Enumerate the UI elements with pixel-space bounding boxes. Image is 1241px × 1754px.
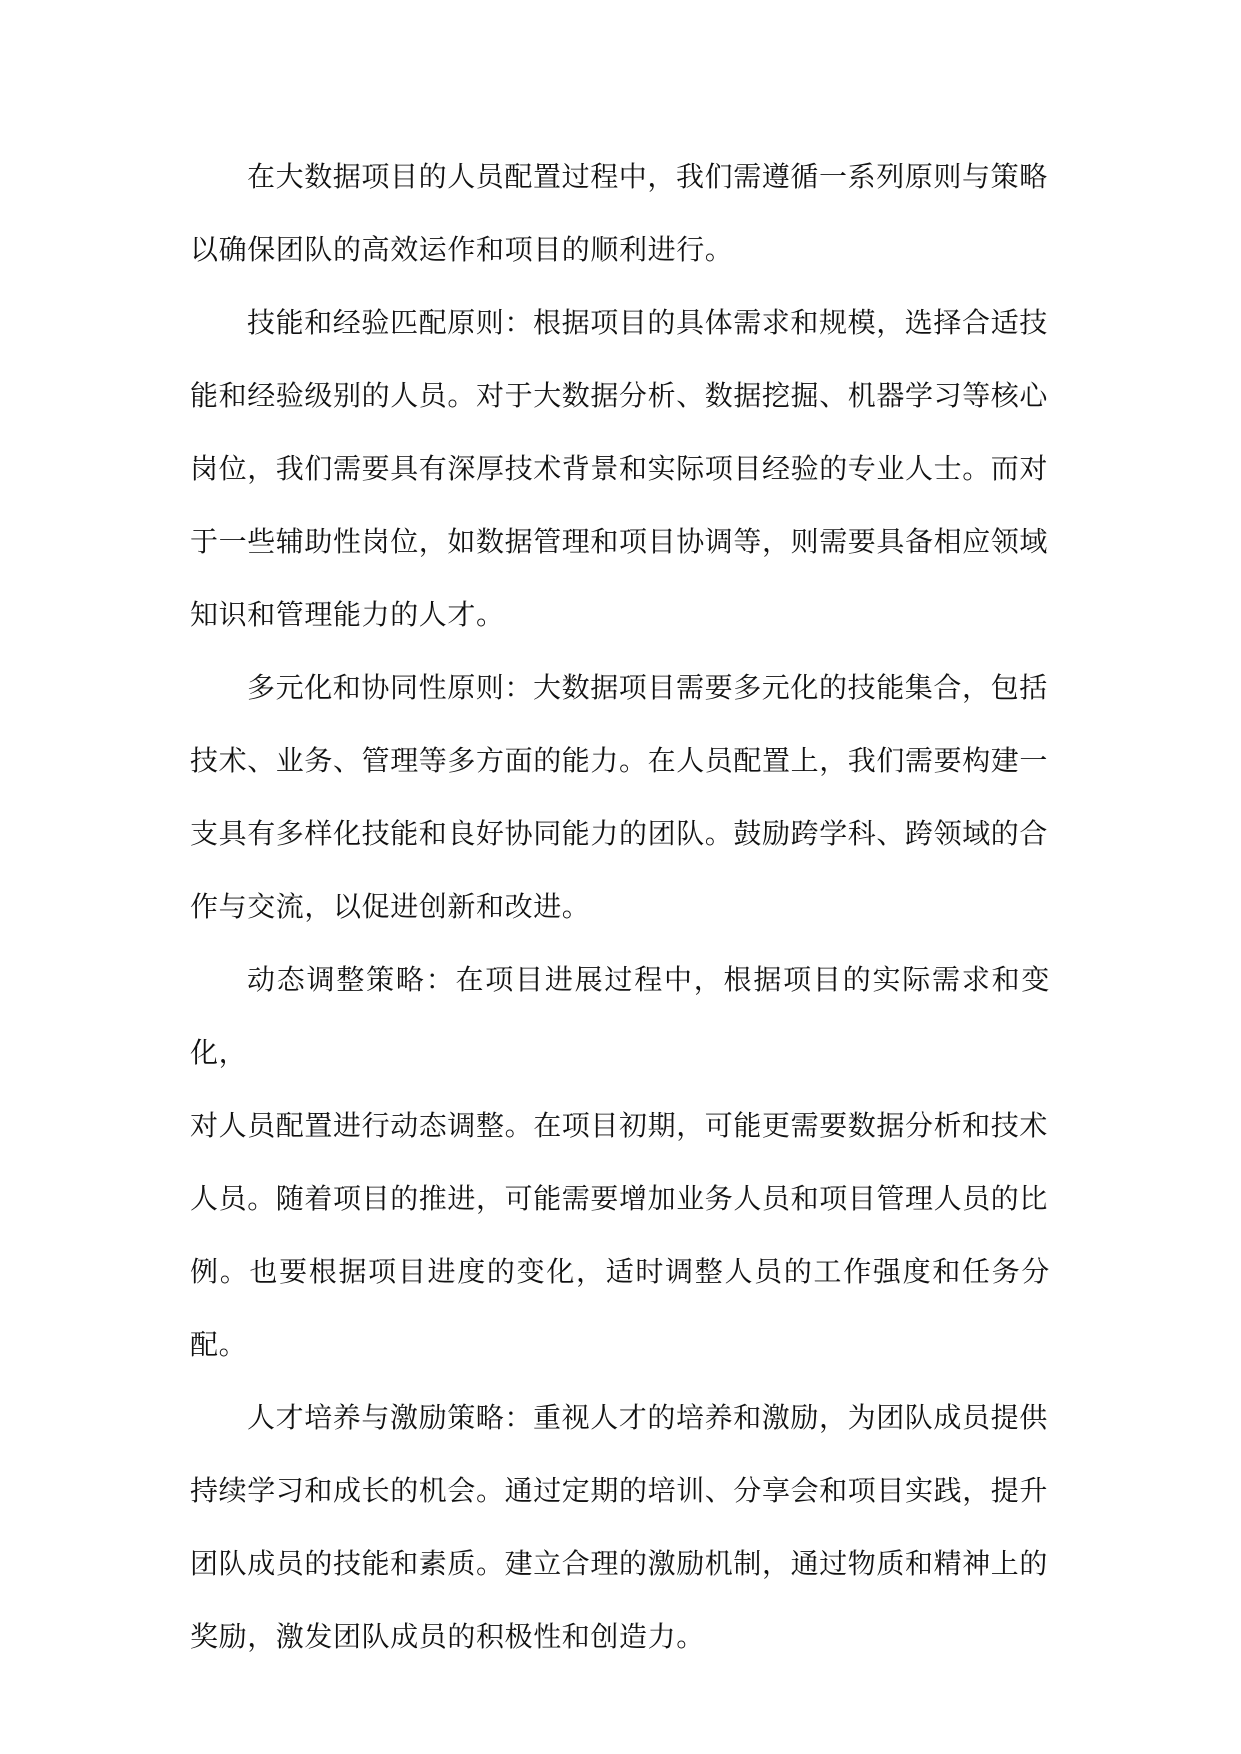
paragraph-intro: 在大数据项目的人员配置过程中，我们需遵循一系列原则与策略 以确保团队的高效运作和项目的顺利进行。	[190, 160, 1048, 266]
document-body	[190, 140, 1050, 1673]
paragraph-diversity: 多元化和协同性原则：大数据项目需要多元化的技能集合，包括 技术、业务、管理等多方面的能力。在人员配置上，我们需要构建一 支具有多样化技能和良好协同能力的团队。鼓励跨学科、跨领域的合 作与交流，以促进创新和改进。	[190, 671, 1049, 923]
paragraph-skill-matching: 技能和经验匹配原则：根据项目的具体需求和规模，选择合适技 能和经验级别的人员。对于大数据分析、数据挖掘、机器学习等核心 岗位，我们需要具有深厚技术背景和实际项目经验的专业人士。而对 于一些辅助性岗位，如数据管理和项目协调等，则需要具备相应领域 知识和管理能力的人才。	[190, 306, 1049, 631]
paragraph-dynamic-adjustment: 动态调整策略：在项目进展过程中，根据项目的实际需求和变化， 对人员配置进行动态调整。在项目初期，可能更需要数据分析和技术 人员。随着项目的推进，可能需要增加业务人员和项目管理人员的比 例。也要根据项目进度的变化，适时调整人员的工作强度和任务分配。	[190, 963, 1050, 1361]
paragraph-talent-incentive: 人才培养与激励策略：重视人才的培养和激励，为团队成员提供 持续学习和成长的机会。通过定期的培训、分享会和项目实践，提升 团队成员的技能和素质。建立合理的激励机制，通过物质和精神上的 奖励，激发团队成员的积极性和创造力。	[190, 1401, 1049, 1653]
